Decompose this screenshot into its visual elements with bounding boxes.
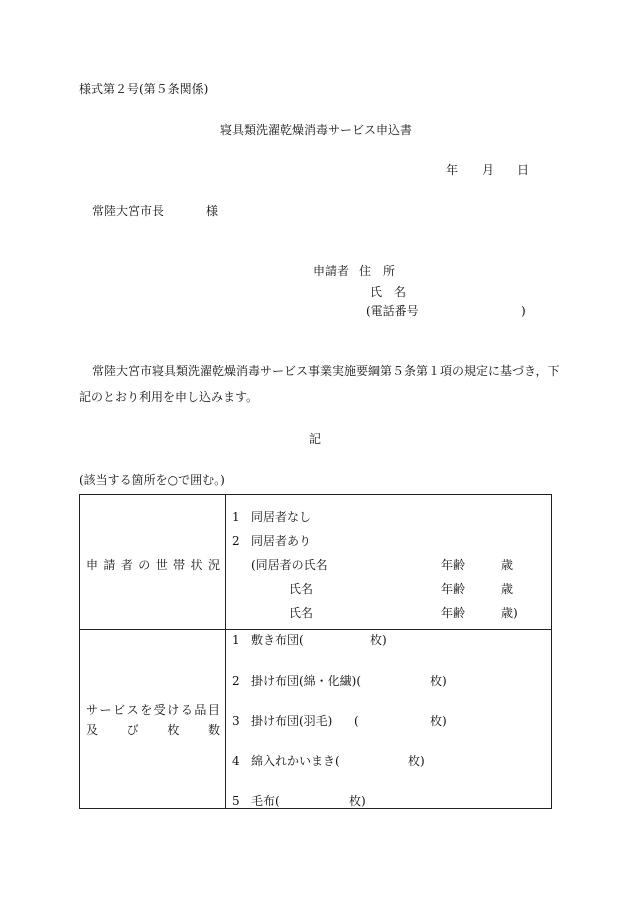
addressee-name: 常陸大宮市長 xyxy=(92,204,165,218)
item3-label: 掛け布団(羽毛) xyxy=(251,714,333,728)
header-char: ビ xyxy=(113,703,126,717)
date-day-label: 日 xyxy=(517,163,530,177)
cohabitant2-age-unit: 歳 xyxy=(501,582,514,596)
header-char: ス xyxy=(126,703,139,717)
option2-number: 2 xyxy=(232,534,240,548)
option1-number: 1 xyxy=(232,510,240,524)
header-char: 請 xyxy=(103,558,116,572)
item1-label: 敷き布団( xyxy=(251,633,304,647)
service-items-header-line1 xyxy=(86,702,220,718)
header-char: 帯 xyxy=(173,558,186,572)
phone-close-paren: ) xyxy=(521,304,526,318)
body-text-line1: 常陸大宮市寝具類洗濯乾燥消毒サービス事業実施要綱第５条第１項の規定に基づき，下 xyxy=(92,364,560,378)
date-month-label: 月 xyxy=(482,163,495,177)
row1-header xyxy=(86,557,220,573)
cohabitant2-name-label: 氏名 xyxy=(289,582,314,596)
table-column-divider xyxy=(225,495,226,808)
header-char: 者 xyxy=(120,558,133,572)
item4-label: 綿入れかいまき( xyxy=(251,754,340,768)
item2-unit: 枚) xyxy=(430,674,447,688)
body-text-line2: 記のとおり利用を申し込みます。 xyxy=(79,390,259,404)
cohabitant1-age-label: 年齢 xyxy=(441,558,466,572)
header-char: び xyxy=(126,723,139,737)
item2-number: 2 xyxy=(232,674,240,688)
header-char: 品 xyxy=(194,703,207,717)
cohabitant1-age-unit: 歳 xyxy=(501,558,514,572)
header-char: 目 xyxy=(207,703,220,717)
header-char: る xyxy=(180,703,193,717)
option1-label: 同居者なし xyxy=(251,510,312,524)
application-table xyxy=(79,494,552,809)
date-year-label: 年 xyxy=(446,163,459,177)
header-char: 及 xyxy=(86,723,99,737)
item5-label: 毛布( xyxy=(251,794,280,808)
item3-paren: ( xyxy=(354,714,359,728)
address-label: 住 所 xyxy=(359,264,396,278)
cohabitant3-name-label: 氏名 xyxy=(289,606,314,620)
cohabitant1-name-label: (同居者の氏名 xyxy=(251,558,328,572)
addressee-honorific: 様 xyxy=(206,204,219,218)
cohabitant3-age-label: 年齢 xyxy=(441,606,466,620)
applicant-label: 申請者 xyxy=(313,264,350,278)
item3-number: 3 xyxy=(232,714,240,728)
header-char: 況 xyxy=(207,558,220,572)
header-char: 数 xyxy=(207,723,220,737)
header-char: 状 xyxy=(190,558,203,572)
document-title: 寝具類洗濯乾燥消毒サービス申込書 xyxy=(220,123,413,137)
instruction-text: (該当する箇所を○で囲む。) xyxy=(79,473,225,487)
header-char: 申 xyxy=(86,558,99,572)
header-char: 受 xyxy=(153,703,166,717)
item5-number: 5 xyxy=(232,794,240,808)
ki-heading: 記 xyxy=(309,432,322,446)
header-char: ー xyxy=(99,703,112,717)
item1-unit: 枚) xyxy=(370,633,387,647)
header-char: を xyxy=(140,703,153,717)
household-status-header xyxy=(86,557,220,573)
item5-unit: 枚) xyxy=(349,794,366,808)
phone-label: (電話番号 xyxy=(366,304,419,318)
item3-unit: 枚) xyxy=(430,714,447,728)
name-label: 氏 名 xyxy=(370,285,407,299)
header-char: 枚 xyxy=(167,723,180,737)
option2-label: 同居者あり xyxy=(251,534,312,548)
header-char: け xyxy=(167,703,180,717)
item4-unit: 枚) xyxy=(408,754,425,768)
cohabitant2-age-label: 年齢 xyxy=(441,582,466,596)
row2-header xyxy=(86,702,220,718)
header-char: サ xyxy=(86,703,99,717)
header-char: の xyxy=(138,558,151,572)
item4-number: 4 xyxy=(232,754,240,768)
item1-number: 1 xyxy=(232,633,240,647)
form-number: 様式第２号(第５条関係) xyxy=(79,82,209,96)
item2-label: 掛け布団(綿・化繊)( xyxy=(251,674,362,688)
header-char: 世 xyxy=(155,558,168,572)
cohabitant3-age-unit: 歳) xyxy=(501,606,518,620)
row2-header-second xyxy=(86,722,220,738)
table-row-divider xyxy=(80,629,551,630)
service-items-header-line2 xyxy=(86,722,220,738)
